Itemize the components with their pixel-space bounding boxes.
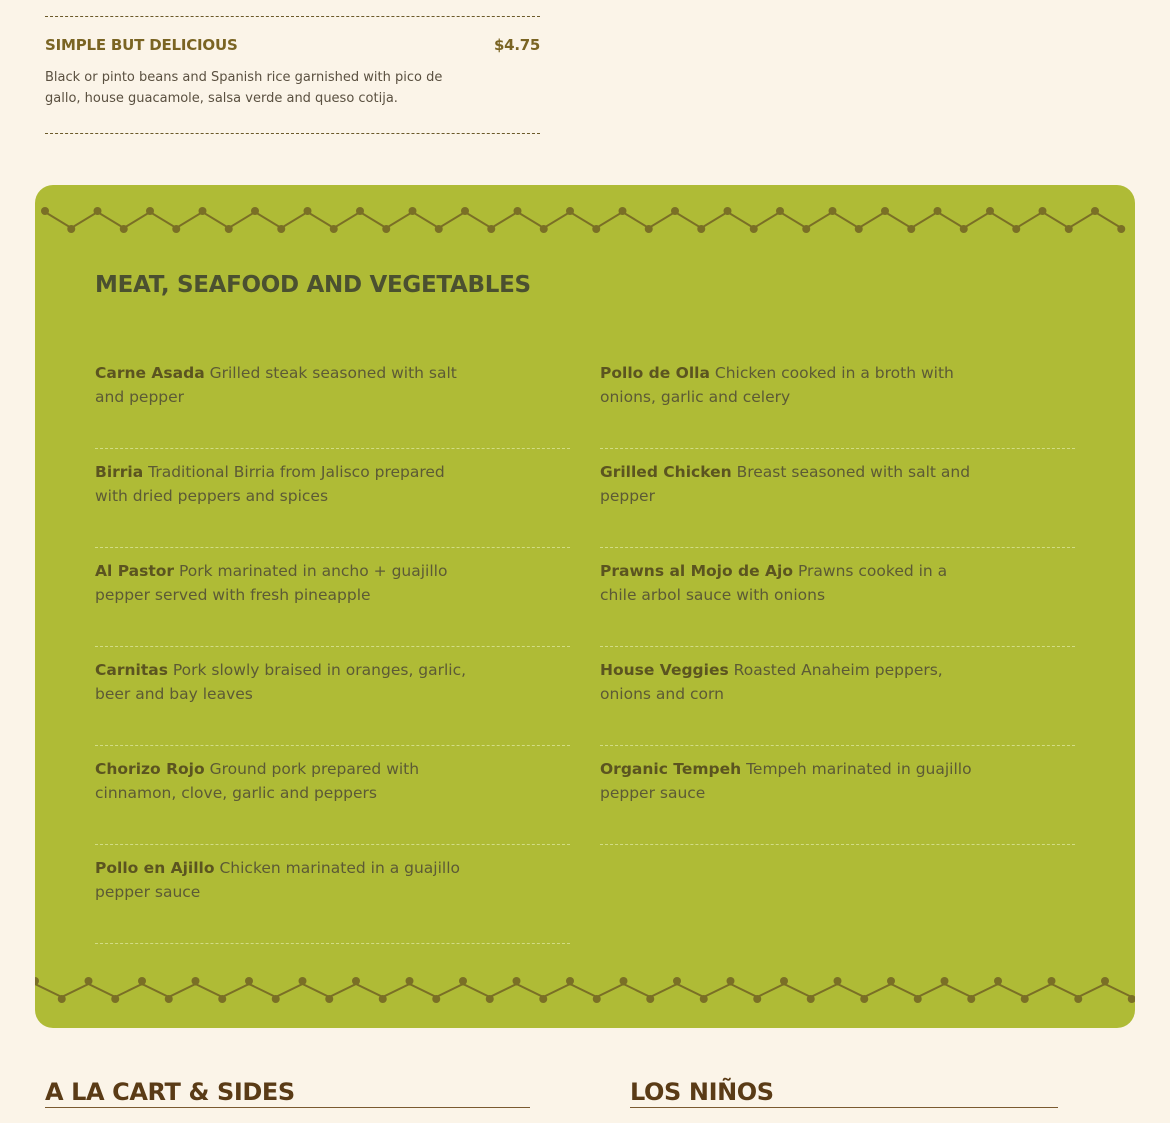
decorative-zigzag-border [35,975,1135,1015]
pattern-dot [986,207,994,215]
pattern-dot [829,207,837,215]
menu-item-text [95,856,470,904]
pattern-dot [382,225,390,233]
pattern-dot [325,995,333,1003]
pattern-dot [776,207,784,215]
menu-item [600,548,1075,647]
menu-item-text [600,658,975,706]
section-title: MEAT, SEAFOOD AND VEGETABLES [95,272,531,298]
pattern-dot [934,207,942,215]
pattern-dot [218,995,226,1003]
pattern-dot [753,995,761,1003]
pattern-dot [1117,225,1125,233]
pattern-dot [539,995,547,1003]
menu-item-description: Grilled steak seasoned with salt and pepper [95,364,457,406]
pattern-dot [487,225,495,233]
pattern-dot [941,977,949,985]
menu-item-description: Chicken marinated in a guajillo pepper sauce [95,859,460,901]
pattern-dot [409,207,417,215]
pattern-dot [807,995,815,1003]
menu-item-description: Pork slowly braised in oranges, garlic, beer and bay leaves [95,661,467,703]
pattern-dot [58,995,66,1003]
pattern-dot [199,207,207,215]
item-description: Black or pinto beans and Spanish rice garnished with pico de gallo, house guacamole, salsa verde and queso cotija. [45,70,443,106]
pattern-dot [356,207,364,215]
pattern-dot [566,207,574,215]
menu-item-description: Prawns cooked in a chile arbol sauce with onions [600,562,948,604]
pattern-dot [646,995,654,1003]
pattern-dot [967,995,975,1003]
menu-item-text [95,559,470,607]
menu-item [600,449,1075,548]
menu-item-name: Prawns al Mojo de Ajo [600,562,794,580]
menu-item-name: Al Pastor [95,562,175,580]
divider [45,16,540,17]
menu-item-description: Breast seasoned with salt and pepper [600,463,971,505]
pattern-dot [41,207,49,215]
menu-column-right [600,350,1075,845]
menu-item-text [95,460,470,508]
menu-item-text [95,658,470,706]
pattern-dot [592,225,600,233]
pattern-dot [619,207,627,215]
pattern-dot [645,225,653,233]
pattern-dot [780,977,788,985]
menu-item-name: Birria [95,463,144,481]
pattern-dot [1021,995,1029,1003]
pattern-dot [1039,207,1047,215]
pattern-dot [1101,977,1109,985]
zigzag-line [45,212,1121,228]
menu-item-name: Pollo de Olla [600,364,710,382]
menu-item-description: Ground pork prepared with cinnamon, clove, garlic and peppers [95,760,420,802]
menu-item [600,746,1075,845]
pattern-dot [330,225,338,233]
pattern-dot [304,207,312,215]
pattern-dot [1074,995,1082,1003]
pattern-dot [750,225,758,233]
pattern-dot [887,977,895,985]
menu-item [95,746,570,845]
pattern-dot [225,225,233,233]
menu-item-name: Chorizo Rojo [95,760,205,778]
pattern-dot [914,995,922,1003]
pattern-dot [802,225,810,233]
menu-item [95,548,570,647]
pattern-dot [513,977,521,985]
item-title: SIMPLE BUT DELICIOUS [45,36,238,54]
menu-item [95,350,570,449]
menu-item [95,449,570,548]
pattern-dot [406,977,414,985]
pattern-dot [671,207,679,215]
pattern-dot [1048,977,1056,985]
zigzag-line [35,984,1132,997]
pattern-dot [435,225,443,233]
pattern-dot [251,207,259,215]
menu-item [600,350,1075,449]
pattern-dot [697,225,705,233]
pattern-dot [94,207,102,215]
pattern-dot [146,207,154,215]
menu-item-text [600,559,975,607]
menu-item-description: Traditional Birria from Jalisco prepared with dried peppers and spices [95,463,445,505]
decorative-zigzag-border [35,200,1135,250]
pattern-dot [620,977,628,985]
pattern-dot [172,225,180,233]
pattern-dot [352,977,360,985]
pattern-dot [459,977,467,985]
pattern-dot [432,995,440,1003]
heading-underline [45,1107,530,1108]
pattern-dot [960,225,968,233]
divider [45,133,540,134]
meat-seafood-vegetables-section [35,185,1135,1028]
menu-item-description: Chicken cooked in a broth with onions, garlic and celery [600,364,954,406]
pattern-dot [566,977,574,985]
menu-item-description: Roasted Anaheim peppers, onions and corn [600,661,943,703]
pattern-dot [67,225,75,233]
menu-item-description: Tempeh marinated in guajillo pepper sauce [600,760,972,802]
menu-item-name: Grilled Chicken [600,463,732,481]
pattern-dot [834,977,842,985]
pattern-dot [111,995,119,1003]
menu-column-left [95,350,570,944]
menu-item [95,647,570,746]
menu-item-name: Organic Tempeh [600,760,742,778]
menu-item-text [600,361,975,409]
pattern-dot [1065,225,1073,233]
menu-item-text [600,460,975,508]
pattern-dot [165,995,173,1003]
menu-item-description: Pork marinated in ancho + guajillo pepper served with fresh pineapple [95,562,448,604]
pattern-dot [514,207,522,215]
heading-underline [630,1107,1058,1108]
pattern-dot [860,995,868,1003]
pattern-dot [379,995,387,1003]
pattern-dot [277,225,285,233]
pattern-dot [881,207,889,215]
pattern-dot [700,995,708,1003]
section-title-los-ninos: LOS NIÑOS [630,1078,774,1106]
pattern-dot [192,977,200,985]
menu-item [95,845,570,944]
pattern-dot [673,977,681,985]
pattern-dot [1091,207,1099,215]
item-price: $4.75 [494,36,540,54]
pattern-dot [724,207,732,215]
section-title-a-la-cart: A LA CART & SIDES [45,1078,295,1106]
pattern-dot [245,977,253,985]
menu-item-name: House Veggies [600,661,729,679]
pattern-dot [138,977,146,985]
pattern-dot [727,977,735,985]
pattern-dot [461,207,469,215]
menu-item-name: Pollo en Ajillo [95,859,215,877]
menu-item [600,647,1075,746]
menu-item-text [600,757,975,805]
pattern-dot [299,977,307,985]
pattern-dot [35,977,39,985]
pattern-dot [593,995,601,1003]
pattern-dot [486,995,494,1003]
pattern-dot [272,995,280,1003]
menu-item-text [95,361,470,409]
pattern-dot [855,225,863,233]
pattern-dot [540,225,548,233]
menu-item-name: Carnitas [95,661,168,679]
menu-item-text [95,757,470,805]
pattern-dot [907,225,915,233]
pattern-dot [120,225,128,233]
pattern-dot [1012,225,1020,233]
pattern-dot [994,977,1002,985]
pattern-dot [85,977,93,985]
menu-item-name: Carne Asada [95,364,205,382]
